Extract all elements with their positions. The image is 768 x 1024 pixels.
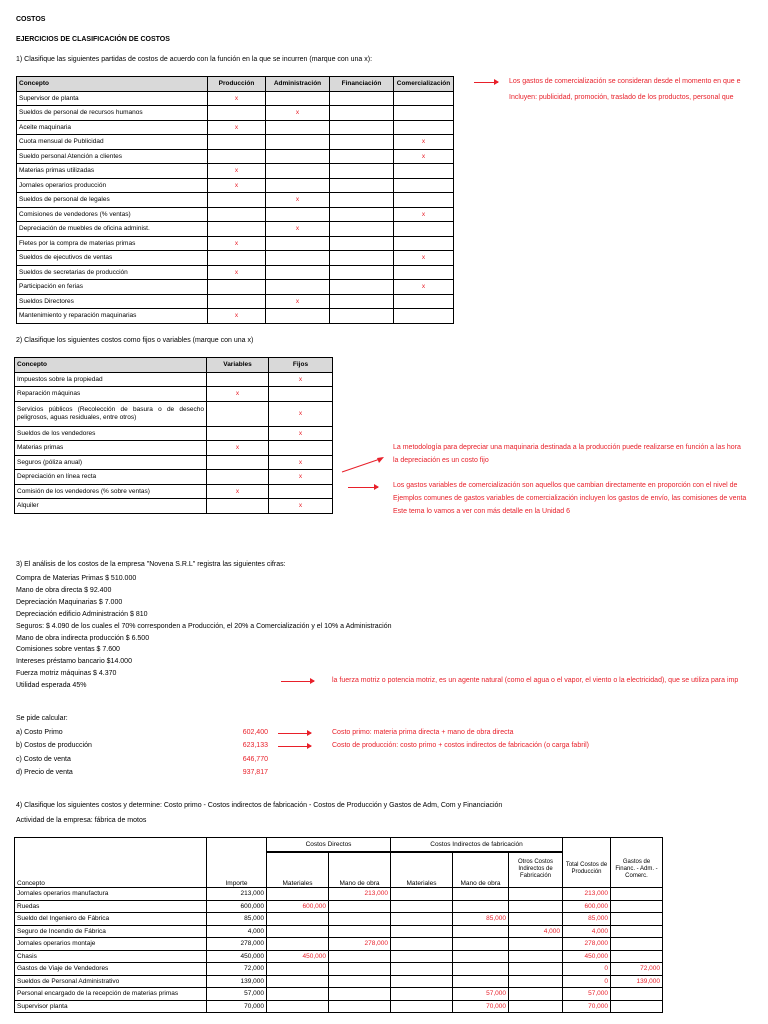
mark-cell — [208, 106, 266, 121]
mark-cell: x — [394, 251, 454, 266]
cell-total: 278,000 — [563, 938, 611, 951]
row-concept: Sueldos Directores — [17, 294, 208, 309]
mark-cell — [394, 294, 454, 309]
mark-cell — [394, 91, 454, 106]
mark-cell — [330, 294, 394, 309]
ex1-note-1: Los gastos de comercialización se consideran desde el momento en que e — [509, 78, 741, 85]
row-concept: Gastos de Viaje de Vendedores — [15, 963, 207, 976]
ex4-col-mano-obra: Mano de obra — [329, 852, 391, 888]
ex2-col-variables: Variables — [207, 358, 269, 373]
cell-mo — [329, 925, 391, 938]
cell-mo: 213,000 — [329, 888, 391, 901]
cell-imo — [453, 925, 509, 938]
mark-cell — [207, 455, 269, 470]
mark-cell — [208, 193, 266, 208]
mark-cell: x — [269, 426, 333, 441]
cell-imat — [391, 988, 453, 1001]
row-concept: Ruedas — [15, 900, 207, 913]
mark-cell: x — [207, 484, 269, 499]
mark-cell: x — [208, 91, 266, 106]
cell-importe: 70,000 — [207, 1000, 267, 1013]
mark-cell — [330, 265, 394, 280]
mark-cell — [266, 251, 330, 266]
arrow-right-icon — [281, 681, 314, 682]
table-row — [15, 900, 663, 913]
cell-gastos: 72,000 — [611, 963, 663, 976]
arrow-right-icon — [278, 733, 311, 734]
table-row — [17, 207, 454, 222]
mark-cell — [207, 372, 269, 387]
mark-cell: x — [208, 178, 266, 193]
mark-cell — [266, 164, 330, 179]
ex1-question: 1) Clasifique las siguientes partidas de costos de acuerdo con la función en la que se incurren (marque con una x): — [16, 56, 373, 63]
mark-cell — [266, 309, 330, 324]
mark-cell — [394, 178, 454, 193]
cell-otros — [509, 975, 563, 988]
answer-value: 623,133 — [242, 742, 268, 750]
cell-gastos — [611, 988, 663, 1001]
answer-value: 602,400 — [242, 729, 268, 736]
ex4-group-indirect: Costos Indirectos de fabricación — [391, 838, 563, 852]
ex3-motriz-note: la fuerza motriz o potencia motriz, es un agente natural (como el agua o el vapor, el viento o la electricidad), que se utiliza para imp — [332, 677, 739, 684]
ex4-group-direct: Costos Directos — [267, 838, 391, 852]
row-concept: Aceite maquinaria — [17, 120, 208, 135]
data-line: Depreciación edificio Administración $ 810 — [16, 610, 148, 618]
mark-cell — [330, 164, 394, 179]
mark-cell — [394, 106, 454, 121]
cell-gastos — [611, 888, 663, 901]
mark-cell: x — [269, 372, 333, 387]
mark-cell: x — [208, 236, 266, 251]
data-line: Utilidad esperada 45% — [16, 682, 87, 690]
cell-otros — [509, 988, 563, 1001]
mark-cell: x — [208, 120, 266, 135]
cell-mo — [329, 900, 391, 913]
cell-total: 450,000 — [563, 950, 611, 963]
row-concept: Materias primas — [15, 441, 207, 456]
row-concept: Seguro de Incendio de Fábrica — [15, 925, 207, 938]
answer-note: Costo primo: materia prima directa + mano de obra directa — [332, 729, 514, 736]
table-row — [15, 888, 663, 901]
row-concept: Alquiler — [15, 499, 207, 514]
ex2-note-a2: la depreciación es un costo fijo — [393, 457, 489, 464]
row-concept: Depreciación de muebles de oficina administ. — [17, 222, 208, 237]
mark-cell — [330, 251, 394, 266]
row-concept: Sueldo del Ingeniero de Fábrica — [15, 913, 207, 926]
mark-cell — [330, 149, 394, 164]
cell-total: 70,000 — [563, 1000, 611, 1013]
data-line: Comisiones sobre ventas $ 7.600 — [16, 646, 120, 654]
table-row — [17, 106, 454, 121]
mark-cell: x — [394, 135, 454, 150]
mark-cell — [394, 120, 454, 135]
data-line: Compra de Materias Primas $ 510.000 — [16, 575, 137, 582]
row-concept: Participación en ferias — [17, 280, 208, 295]
mark-cell — [266, 149, 330, 164]
ex2-note-b1: Los gastos variables de comercialización son aquellos que cambian directamente en proporción con el nivel de — [393, 482, 738, 489]
cell-gastos — [611, 950, 663, 963]
ex4-col-importe: Importe — [207, 852, 267, 888]
ex2-col-concept: Concepto — [15, 358, 207, 373]
cell-mo — [329, 975, 391, 988]
cell-mo — [329, 913, 391, 926]
mark-cell — [330, 106, 394, 121]
data-line: Fuerza motriz máquinas $ 4.370 — [16, 670, 117, 678]
cell-imat — [391, 975, 453, 988]
ex4-question: 4) Clasifique los siguientes costos y determine: Costo primo - Costos indirectos de fabricación - Costos de Producción y Gastos de Adm, Com y Financiación — [16, 802, 503, 809]
cell-imo — [453, 900, 509, 913]
cell-total: 0 — [563, 963, 611, 976]
cell-gastos — [611, 925, 663, 938]
table-row — [15, 426, 333, 441]
table-row — [15, 499, 333, 514]
cell-mat — [267, 925, 329, 938]
mark-cell — [330, 280, 394, 295]
row-concept: Materias primas utilizadas — [17, 164, 208, 179]
mark-cell — [207, 499, 269, 514]
cell-importe: 57,000 — [207, 988, 267, 1001]
cell-importe: 278,000 — [207, 938, 267, 951]
ex4-col-materiales: Materiales — [267, 852, 329, 888]
mark-cell — [266, 91, 330, 106]
row-concept: Servicios públicos (Recolección de basura o de desecho peligrosos, aguas residuales, entre otros) — [15, 401, 207, 426]
ex4-col-ind-materiales: Materiales — [391, 852, 453, 888]
row-concept: Supervisor planta — [15, 1000, 207, 1013]
table-row — [15, 938, 663, 951]
table-row — [15, 401, 333, 426]
table-row — [15, 963, 663, 976]
cell-mat — [267, 988, 329, 1001]
mark-cell: x — [394, 207, 454, 222]
table-row — [17, 236, 454, 251]
cell-mo — [329, 963, 391, 976]
mark-cell — [208, 149, 266, 164]
cell-imat — [391, 925, 453, 938]
mark-cell — [330, 120, 394, 135]
mark-cell — [208, 207, 266, 222]
mark-cell: x — [269, 470, 333, 485]
answer-label: b) Costos de producción — [16, 742, 92, 750]
mark-cell: x — [269, 401, 333, 426]
table-row — [15, 1000, 663, 1013]
table-row — [17, 91, 454, 106]
ex1-col-produccion: Producción — [208, 77, 266, 92]
mark-cell — [269, 484, 333, 499]
cell-imo: 85,000 — [453, 913, 509, 926]
mark-cell — [266, 135, 330, 150]
table-row — [17, 178, 454, 193]
data-line: Mano de obra directa $ 92.400 — [16, 586, 112, 594]
cell-mat — [267, 975, 329, 988]
cell-total: 600,000 — [563, 900, 611, 913]
cell-mo — [329, 950, 391, 963]
mark-cell — [330, 309, 394, 324]
mark-cell — [266, 236, 330, 251]
ex2-note-b2: Ejemplos comunes de gastos variables de comercialización incluyen los gastos de envío, las comisiones de venta — [393, 495, 747, 502]
cell-otros — [509, 938, 563, 951]
table-row — [15, 441, 333, 456]
table-row — [15, 988, 663, 1001]
table-row — [17, 294, 454, 309]
doc-subtitle: EJERCICIOS DE CLASIFICACIÓN DE COSTOS — [16, 36, 170, 43]
cell-imo — [453, 975, 509, 988]
row-concept: Jornales operarios manufactura — [15, 888, 207, 901]
ex3-ask: Se pide calcular: — [16, 715, 68, 722]
ex1-col-financiacion: Financiación — [330, 77, 394, 92]
mark-cell — [266, 207, 330, 222]
row-concept: Sueldo personal Atención a clientes — [17, 149, 208, 164]
mark-cell: x — [208, 164, 266, 179]
cell-mat: 450,000 — [267, 950, 329, 963]
cell-importe: 450,000 — [207, 950, 267, 963]
ex2-col-fijos: Fijos — [269, 358, 333, 373]
mark-cell — [394, 222, 454, 237]
ex1-col-concept: Concepto — [17, 77, 208, 92]
cell-imat — [391, 950, 453, 963]
cell-imat — [391, 913, 453, 926]
table-row — [17, 280, 454, 295]
mark-cell — [208, 251, 266, 266]
row-concept: Cuota mensual de Publicidad — [17, 135, 208, 150]
mark-cell — [207, 426, 269, 441]
ex4-col-concept: Concepto — [15, 852, 207, 888]
row-concept: Reparación máquinas — [15, 387, 207, 402]
table-row — [17, 309, 454, 324]
table-row — [15, 975, 663, 988]
ex4-table — [14, 837, 663, 1013]
cell-total: 4,000 — [563, 925, 611, 938]
mark-cell — [208, 294, 266, 309]
cell-imo: 70,000 — [453, 1000, 509, 1013]
ex1-note-2: Incluyen: publicidad, promoción, traslado de los productos, personal que — [509, 94, 734, 101]
table-row — [17, 222, 454, 237]
row-concept: Sueldos de secretarias de producción — [17, 265, 208, 280]
cell-mat — [267, 938, 329, 951]
ex3-question: 3) El análisis de los costos de la empresa "Novena S.R.L" registra las siguientes cifras: — [16, 561, 286, 568]
mark-cell — [266, 120, 330, 135]
cell-mat — [267, 963, 329, 976]
cell-otros — [509, 900, 563, 913]
arrow-right-icon — [474, 82, 498, 83]
mark-cell: x — [266, 106, 330, 121]
table-row — [17, 251, 454, 266]
cell-mat — [267, 913, 329, 926]
mark-cell: x — [394, 280, 454, 295]
cell-otros — [509, 1000, 563, 1013]
cell-imat — [391, 1000, 453, 1013]
ex1-col-comercializacion: Comercialización — [394, 77, 454, 92]
cell-total: 57,000 — [563, 988, 611, 1001]
mark-cell: x — [266, 193, 330, 208]
cell-importe: 85,000 — [207, 913, 267, 926]
table-row — [15, 950, 663, 963]
table-row — [15, 455, 333, 470]
mark-cell — [207, 401, 269, 426]
cell-otros: 4,000 — [509, 925, 563, 938]
ex4-activity: Actividad de la empresa: fábrica de motos — [16, 817, 147, 824]
answer-note: Costo de producción: costo primo + costos indirectos de fabricación (o carga fabril) — [332, 742, 589, 750]
ex2-table — [14, 357, 333, 514]
table-row — [15, 470, 333, 485]
table-row — [15, 387, 333, 402]
mark-cell — [330, 236, 394, 251]
row-concept: Jornales operarios producción — [17, 178, 208, 193]
answer-label: c) Costo de venta — [16, 755, 71, 763]
row-concept: Jornales operarios montaje — [15, 938, 207, 951]
answer-label: d) Precio de venta — [16, 768, 73, 776]
arrow-diagonal-icon — [340, 455, 386, 475]
cell-total: 213,000 — [563, 888, 611, 901]
ex1-table — [16, 76, 454, 324]
row-concept: Chasis — [15, 950, 207, 963]
row-concept: Sueldos de ejecutivos de ventas — [17, 251, 208, 266]
ex2-note-b3: Este tema lo vamos a ver con más detalle en la Unidad 6 — [393, 508, 571, 515]
mark-cell — [269, 387, 333, 402]
data-line: Mano de obra indirecta producción $ 6.500 — [16, 634, 150, 642]
table-row — [17, 193, 454, 208]
mark-cell — [207, 470, 269, 485]
cell-imat — [391, 900, 453, 913]
cell-mat — [267, 1000, 329, 1013]
data-line: Seguros: $ 4.090 de los cuales el 70% corresponden a Producción, el 20% a Comercialización y el 10% a Administración — [16, 622, 392, 630]
row-concept: Personal encargado de la recepción de materias primas — [15, 988, 207, 1001]
row-concept: Supervisor de planta — [17, 91, 208, 106]
row-concept: Sueldos de personal de legales — [17, 193, 208, 208]
ex4-col-ind-mano-obra: Mano de obra — [453, 852, 509, 888]
cell-gastos — [611, 1000, 663, 1013]
table-row — [17, 120, 454, 135]
mark-cell — [394, 164, 454, 179]
cell-gastos — [611, 900, 663, 913]
cell-gastos — [611, 938, 663, 951]
data-line: Intereses préstamo bancario $14.000 — [16, 658, 132, 666]
cell-importe: 4,000 — [207, 925, 267, 938]
mark-cell — [394, 265, 454, 280]
table-row — [17, 149, 454, 164]
cell-importe: 72,000 — [207, 963, 267, 976]
cell-mo — [329, 1000, 391, 1013]
cell-imat — [391, 888, 453, 901]
mark-cell — [330, 193, 394, 208]
cell-total: 0 — [563, 975, 611, 988]
row-concept: Fletes por la compra de materias primas — [17, 236, 208, 251]
mark-cell: x — [208, 265, 266, 280]
data-line: Depreciación Maquinarias $ 7.000 — [16, 598, 123, 606]
mark-cell — [330, 135, 394, 150]
cell-imo — [453, 888, 509, 901]
mark-cell: x — [207, 441, 269, 456]
mark-cell — [266, 265, 330, 280]
cell-importe: 139,000 — [207, 975, 267, 988]
table-row — [17, 265, 454, 280]
mark-cell: x — [269, 455, 333, 470]
cell-mat — [267, 888, 329, 901]
ex2-question: 2) Clasifique los siguientes costos como fijos o variables (marque con una x) — [16, 337, 254, 344]
answer-value: 646,770 — [242, 755, 268, 763]
mark-cell — [330, 207, 394, 222]
answer-value: 937,817 — [242, 768, 268, 776]
cell-mo: 278,000 — [329, 938, 391, 951]
cell-imo — [453, 950, 509, 963]
answer-label: a) Costo Primo — [16, 729, 63, 736]
row-concept: Impuestos sobre la propiedad — [15, 372, 207, 387]
cell-imat — [391, 963, 453, 976]
row-concept: Comisión de los vendedores (% sobre ventas) — [15, 484, 207, 499]
mark-cell: x — [266, 222, 330, 237]
cell-imat — [391, 938, 453, 951]
mark-cell: x — [266, 294, 330, 309]
table-row — [15, 372, 333, 387]
cell-imo — [453, 938, 509, 951]
table-row — [17, 135, 454, 150]
mark-cell — [266, 178, 330, 193]
doc-title: COSTOS — [16, 16, 46, 23]
table-row — [17, 164, 454, 179]
mark-cell — [208, 280, 266, 295]
cell-otros — [509, 888, 563, 901]
table-row — [15, 925, 663, 938]
cell-gastos — [611, 913, 663, 926]
ex4-col-otros: Otros Costos Indirectos de Fabricación — [509, 852, 563, 888]
cell-otros — [509, 963, 563, 976]
cell-importe: 213,000 — [207, 888, 267, 901]
row-concept: Depreciación en línea recta — [15, 470, 207, 485]
mark-cell — [394, 236, 454, 251]
mark-cell — [330, 91, 394, 106]
mark-cell — [266, 280, 330, 295]
cell-imo — [453, 963, 509, 976]
mark-cell — [330, 222, 394, 237]
cell-otros — [509, 950, 563, 963]
table-row — [15, 484, 333, 499]
mark-cell — [394, 309, 454, 324]
row-concept: Seguros (póliza anual) — [15, 455, 207, 470]
mark-cell — [394, 193, 454, 208]
ex2-note-a1: La metodología para depreciar una maquinaria destinada a la producción puede realizarse en función a las hora — [393, 444, 741, 451]
arrow-right-icon — [348, 487, 378, 488]
mark-cell: x — [269, 499, 333, 514]
mark-cell: x — [207, 387, 269, 402]
mark-cell — [208, 135, 266, 150]
mark-cell: x — [208, 309, 266, 324]
row-concept: Sueldos de personal de recursos humanos — [17, 106, 208, 121]
table-row — [15, 913, 663, 926]
row-concept: Mantenimiento y reparación maquinarias — [17, 309, 208, 324]
cell-mo — [329, 988, 391, 1001]
mark-cell — [330, 178, 394, 193]
row-concept: Sueldos de los vendedores — [15, 426, 207, 441]
cell-importe: 600,000 — [207, 900, 267, 913]
row-concept: Sueldos de Personal Administrativo — [15, 975, 207, 988]
cell-otros — [509, 913, 563, 926]
cell-gastos: 139,000 — [611, 975, 663, 988]
ex1-col-administracion: Administración — [266, 77, 330, 92]
mark-cell — [269, 441, 333, 456]
mark-cell — [208, 222, 266, 237]
cell-total: 85,000 — [563, 913, 611, 926]
arrow-right-icon — [278, 746, 311, 747]
cell-mat: 600,000 — [267, 900, 329, 913]
cell-imo: 57,000 — [453, 988, 509, 1001]
row-concept: Comisiones de vendedores (% ventas) — [17, 207, 208, 222]
mark-cell: x — [394, 149, 454, 164]
ex4-col-total: Total Costos de Producción — [563, 852, 611, 888]
ex4-col-gastos: Gastos de Financ. - Adm. - Comerc. — [611, 852, 663, 888]
